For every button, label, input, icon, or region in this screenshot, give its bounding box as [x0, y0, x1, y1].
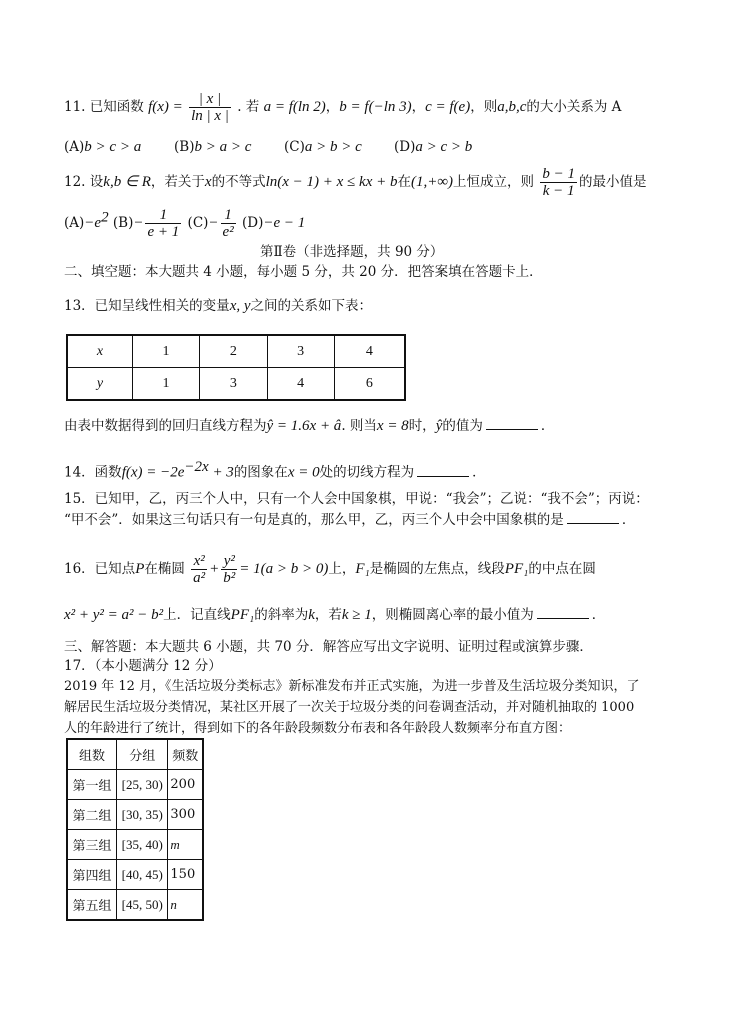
q17-table	[66, 738, 204, 921]
q17-para-2: 解居民生活垃圾分类情况，某社区开展了一次关于垃圾分类的问卷调查活动，并对随机抽取的 1000	[64, 700, 635, 715]
q14-line: 14．函数$f(x) = -2e^{-2x} + 3$的图象在x = 0处的切线方程为 ．	[64, 459, 486, 481]
part3-instructions: 三、解答题：本大题共 6 小题，共 70 分．解答应写出文字说明、证明过程或演算步骤．	[64, 639, 593, 655]
answer-blank	[567, 511, 619, 524]
table-row: 第一组 [25, 30) 200	[67, 770, 203, 800]
q11-option-c: (C)a > b > c	[284, 139, 362, 155]
q11-option-a: (A)b > c > a	[64, 139, 142, 155]
q13-question: 由表中数据得到的回归直线方程为ŷ = 1.6x + â. 则当x = 8时，ŷ的值为 ．	[64, 418, 555, 434]
q17-para-1: 2019 年 12 月，《生活垃圾分类标志》新标准发布并正式实施，为进一步普及生活垃圾分类知识，了	[64, 679, 640, 694]
q15-line2: “甲不会”．如果这三句话只有一句是真的，那么甲，乙，丙三个人中会中国象棋的是 ．	[64, 512, 636, 528]
q16-line1: 16．已知点P在椭圆 $\frac{\text{x²}}{\text{a²}}$ + $\frac{\text{y²}}{\text{b²}}$ = 1(a > b > 0)上，F₁是椭圆的左焦点，线段PF₁的中点在圆	[64, 553, 596, 586]
q11-number: 11.	[64, 99, 86, 115]
q11-fraction: $\frac{| x |}{\ln | x |}$	[191, 91, 229, 124]
q12-fraction: $\frac{b - 1}{k - 1}$	[542, 166, 575, 199]
part2-instructions: 二、填空题：本大题共 4 小题，每小题 5 分，共 20 分．把答案填在答题卡上．	[64, 264, 543, 280]
q17-para-3: 人的年龄进行了统计，得到如下的各年龄段频数分布表和各年龄段人数频率分布直方图：	[64, 721, 572, 736]
q13-intro: 13．已知呈线性相关的变量x, y之间的关系如下表：	[64, 298, 373, 314]
table-row: 第四组 [40, 45) 150	[67, 860, 203, 890]
q16-line2: x² + y² = a² − b²上．记直线PF₁的斜率为k，若k ≥ 1，则椭圆离心率的最小值为 ．	[64, 607, 606, 623]
section2-title: 第Ⅱ卷（非选择题，共 90 分）	[260, 244, 444, 260]
q11-options	[64, 138, 472, 156]
q11-line: 11. 已知函数 f(x) = $\frac{| x |}{\ln | x |}$ . 若 a = f(ln 2)，b = f(−ln 3)，c = f(e)，则a,b,c的大小关系为 A	[64, 91, 622, 124]
q15-line1: 15．已知甲，乙，丙三个人中，只有一个人会中国象棋，甲说：“我会”；乙说：“我不会”；丙说：	[64, 491, 649, 507]
q12-number: 12.	[64, 174, 86, 190]
answer-blank	[486, 417, 538, 430]
table-row: x 1 2 3 4	[67, 335, 405, 368]
q11-option-b: (B)b > a > c	[174, 139, 252, 155]
table-row: y 1 3 4 6	[67, 368, 405, 401]
q12-options: $(A)-e^2$ (B)− $\frac{1}{e + 1}$ (C)− $\frac{1}{\text{e²}}$ (D)−e − 1	[64, 207, 306, 240]
q13-table	[66, 334, 406, 401]
answer-blank	[417, 464, 469, 477]
table-row: 第二组 [30, 35) 300	[67, 800, 203, 830]
table-row: 第五组 [45, 50) n	[67, 890, 203, 921]
table-header-row: 组数 分组 频数	[67, 739, 203, 770]
answer-blank	[537, 606, 589, 619]
table-row: 第三组 [35, 40) m	[67, 830, 203, 860]
q12-line: 12. 设k,b ∈ R，若关于x的不等式ln(x − 1) + x ≤ kx + b在(1,+∞)上恒成立，则 $\frac{b - 1}{k - 1}$ 的最小值是	[64, 166, 647, 199]
q17-heading: 17．（本小题满分 12 分）	[64, 658, 222, 674]
q11-option-d: (D)a > c > b	[394, 139, 473, 155]
